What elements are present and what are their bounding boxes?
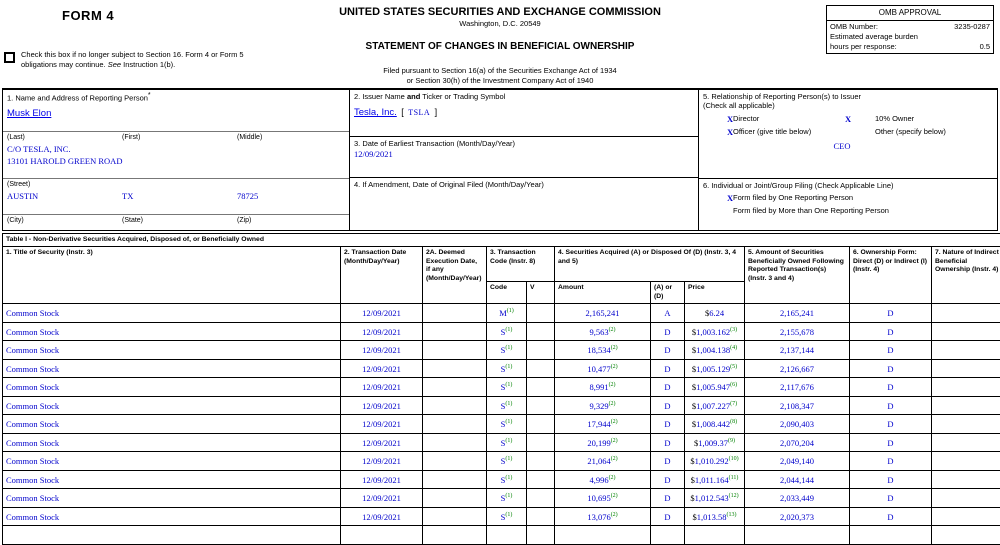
checkbox-text-1: Check this box if no longer subject to Section 16. Form 4 or Form 5 obligations may continue. xyxy=(21,50,244,69)
zip-label: (Zip) xyxy=(237,217,251,224)
cell-price: $1,007.227$^{(7)}$ xyxy=(685,396,745,415)
header-v: V xyxy=(527,282,555,304)
cell-v xyxy=(527,433,555,452)
relationship-row-1 xyxy=(703,114,993,124)
cell-a-or-d: D xyxy=(651,433,685,452)
city-label: (City) xyxy=(7,217,122,224)
cell-ownership-form: D xyxy=(850,415,932,434)
commission-title-block xyxy=(250,6,750,86)
cell-ownership-form: D xyxy=(850,489,932,508)
cell-amount: 4,996$^{(2)}$ xyxy=(555,470,651,489)
cell-security-title: Common Stock xyxy=(3,396,341,415)
issuer-section xyxy=(349,90,698,230)
cell-security-title: Common Stock xyxy=(3,452,341,471)
cell-security-title: Common Stock xyxy=(3,507,341,526)
filed-line-1: Filed pursuant to Section 16(a) of the Securities Exchange Act of 1934 xyxy=(250,66,750,76)
cell-a-or-d: D xyxy=(651,470,685,489)
cell-a-or-d: D xyxy=(651,359,685,378)
cell-amount: 13,076$^{(2)}$ xyxy=(555,507,651,526)
issuer-label-and: and xyxy=(407,92,420,101)
cell-deemed-date xyxy=(423,304,487,323)
zip-value: 78725 xyxy=(237,191,258,201)
cell-nature-indirect xyxy=(932,507,1000,526)
omb-hours-row xyxy=(827,41,993,53)
cell-ownership-form: D xyxy=(850,507,932,526)
last-label: (Last) xyxy=(7,134,122,141)
cell-amount: 2,165,241 xyxy=(555,304,651,323)
relationship-section xyxy=(698,90,997,230)
cell-a-or-d: D xyxy=(651,341,685,360)
header-transaction-code: 3. Transaction Code (Instr. 8) xyxy=(487,247,555,282)
header-securities-acquired-disposed: 4. Securities Acquired (A) or Disposed Of (D) (Instr. 3, 4 and 5) xyxy=(555,247,745,282)
reporting-person-label-text: 1. Name and Address of Reporting Person xyxy=(7,94,148,103)
filed-pursuant-text xyxy=(250,66,750,86)
address-line-1: C/O TESLA, INC. xyxy=(7,144,345,154)
omb-hours-value: 0.5 xyxy=(980,42,990,51)
table-row xyxy=(3,433,1000,452)
cell-amount: 18,534$^{(2)}$ xyxy=(555,341,651,360)
cell-owned-following: 2,044,144 xyxy=(745,470,850,489)
state-value: TX xyxy=(122,191,237,201)
cell-ownership-form: D xyxy=(850,378,932,397)
cell-transaction-code: $S^{(1)}$ xyxy=(487,396,527,415)
table-row xyxy=(3,304,1000,323)
cell-transaction-code: $S^{(1)}$ xyxy=(487,378,527,397)
cell-security-title: Common Stock xyxy=(3,322,341,341)
relationship-cell xyxy=(699,90,997,178)
cell-transaction-date: 12/09/2021 xyxy=(341,452,423,471)
cell-nature-indirect xyxy=(932,341,1000,360)
ticker-bracket-close: ] xyxy=(435,107,438,117)
cell-owned-following: 2,126,667 xyxy=(745,359,850,378)
cell-owned-following: 2,137,144 xyxy=(745,341,850,360)
cell-ownership-form: D xyxy=(850,396,932,415)
middle-label: (Middle) xyxy=(237,134,262,141)
header-nature-indirect: 7. Nature of Indirect Beneficial Ownership (Instr. 4) xyxy=(932,247,1000,304)
cell-ownership-form: D xyxy=(850,433,932,452)
filing-one-checkmark: X xyxy=(703,193,733,203)
cell-security-title: Common Stock xyxy=(3,304,341,323)
cell-transaction-code: $S^{(1)}$ xyxy=(487,341,527,360)
cell-transaction-date: 12/09/2021 xyxy=(341,359,423,378)
header-code: Code xyxy=(487,282,527,304)
cell-a-or-d: D xyxy=(651,396,685,415)
filing-one-row xyxy=(703,193,993,203)
reporting-person-section xyxy=(3,90,349,230)
cell-v xyxy=(527,470,555,489)
omb-number-row xyxy=(827,21,993,31)
table-row xyxy=(3,470,1000,489)
cell-a-or-d: D xyxy=(651,507,685,526)
ten-percent-owner-label: 10% Owner xyxy=(875,114,993,124)
issuer-label-1: 2. Issuer Name xyxy=(354,92,407,101)
cell-transaction-date: 12/09/2021 xyxy=(341,322,423,341)
filing-more-checkmark-empty xyxy=(703,206,733,215)
filing-more-row xyxy=(703,206,993,215)
address-line-2: 13101 HAROLD GREEN ROAD xyxy=(7,156,345,166)
cell-transaction-date: 12/09/2021 xyxy=(341,470,423,489)
header-ownership-form: 6. Ownership Form: Direct (D) or Indirect (I) (Instr. 4) xyxy=(850,247,932,304)
cell-nature-indirect xyxy=(932,415,1000,434)
cell-deemed-date xyxy=(423,359,487,378)
cell-security-title: Common Stock xyxy=(3,415,341,434)
checkbox-text-see: See xyxy=(108,60,121,69)
earliest-transaction-cell xyxy=(350,136,698,177)
cell-nature-indirect xyxy=(932,359,1000,378)
earliest-transaction-label: 3. Date of Earliest Transaction (Month/Day/Year) xyxy=(354,139,694,148)
table1-title: Table I - Non-Derivative Securities Acquired, Disposed of, or Beneficially Owned xyxy=(3,234,1000,247)
cell-security-title: Common Stock xyxy=(3,359,341,378)
reporting-person-city-cell xyxy=(3,178,349,214)
cell-ownership-form: D xyxy=(850,452,932,471)
cell-owned-following: 2,090,403 xyxy=(745,415,850,434)
cell-price: $1,009.37$^{(9)}$ xyxy=(685,433,745,452)
cell-v xyxy=(527,507,555,526)
filing-type-label: 6. Individual or Joint/Group Filing (Check Applicable Line) xyxy=(703,181,993,190)
cell-transaction-date: 12/09/2021 xyxy=(341,489,423,508)
cell-owned-following: 2,165,241 xyxy=(745,304,850,323)
table-row xyxy=(3,507,1000,526)
cell-transaction-code: $M^{(1)}$ xyxy=(487,304,527,323)
state-label: (State) xyxy=(122,217,237,224)
relationship-row-2 xyxy=(703,127,993,137)
cell-price: $1,011.164$^{(11)}$ xyxy=(685,470,745,489)
cell-ownership-form: D xyxy=(850,322,932,341)
cell-transaction-date: 12/09/2021 xyxy=(341,341,423,360)
cell-amount: 8,991$^{(2)}$ xyxy=(555,378,651,397)
cell-price: $1,012.543$^{(12)}$ xyxy=(685,489,745,508)
cell-amount: 9,563$^{(2)}$ xyxy=(555,322,651,341)
cell-deemed-date xyxy=(423,470,487,489)
cell-ownership-form: D xyxy=(850,359,932,378)
cell-v xyxy=(527,489,555,508)
cell-v xyxy=(527,322,555,341)
director-checkmark: X xyxy=(703,114,733,124)
cell-transaction-code: $S^{(1)}$ xyxy=(487,322,527,341)
cell-transaction-code: $S^{(1)}$ xyxy=(487,359,527,378)
cell-amount: 17,944$^{(2)}$ xyxy=(555,415,651,434)
cell-v xyxy=(527,452,555,471)
cell-price: $1,013.58$^{(13)}$ xyxy=(685,507,745,526)
omb-hours-label: hours per response: xyxy=(830,42,897,51)
cell-v xyxy=(527,415,555,434)
amendment-label: 4. If Amendment, Date of Original Filed (Month/Day/Year) xyxy=(354,180,694,189)
form-type-label: FORM 4 xyxy=(62,8,114,23)
cell-owned-following: 2,020,373 xyxy=(745,507,850,526)
amendment-cell xyxy=(350,177,698,230)
relationship-label-2: (Check all applicable) xyxy=(703,101,993,110)
omb-burden-label: Estimated average burden xyxy=(830,32,918,41)
issuer-name-link[interactable]: Tesla, Inc. xyxy=(354,107,397,118)
cell-transaction-code: $S^{(1)}$ xyxy=(487,489,527,508)
cell-amount: 9,329$^{(2)}$ xyxy=(555,396,651,415)
cell-security-title: Common Stock xyxy=(3,378,341,397)
cell-nature-indirect xyxy=(932,322,1000,341)
cell-deemed-date xyxy=(423,452,487,471)
cell-v xyxy=(527,396,555,415)
omb-number-label: OMB Number: xyxy=(830,22,878,31)
omb-number-value: 3235-0287 xyxy=(954,22,990,31)
other-label: Other (specify below) xyxy=(875,127,993,137)
cell-security-title: Common Stock xyxy=(3,341,341,360)
reporting-person-address-cell xyxy=(3,131,349,178)
ticker-symbol: TSLA xyxy=(408,108,430,117)
cell-nature-indirect xyxy=(932,433,1000,452)
officer-label: Officer (give title below) xyxy=(733,127,845,137)
header-transaction-date: 2. Transaction Date (Month/Day/Year) xyxy=(341,247,423,304)
street-label: (Street) xyxy=(7,181,345,188)
omb-burden-row xyxy=(827,31,993,41)
cell-transaction-code: $S^{(1)}$ xyxy=(487,452,527,471)
cell-transaction-date: 12/09/2021 xyxy=(341,378,423,397)
table-row xyxy=(3,452,1000,471)
cell-transaction-code: $S^{(1)}$ xyxy=(487,415,527,434)
cell-deemed-date xyxy=(423,489,487,508)
cell-owned-following: 2,155,678 xyxy=(745,322,850,341)
cell-amount: 10,695$^{(2)}$ xyxy=(555,489,651,508)
cell-security-title: Common Stock xyxy=(3,489,341,508)
cell-nature-indirect xyxy=(932,396,1000,415)
commission-location: Washington, D.C. 20549 xyxy=(250,19,750,28)
cell-nature-indirect xyxy=(932,378,1000,397)
filing-one-label: Form filed by One Reporting Person xyxy=(733,193,853,203)
commission-title: UNITED STATES SECURITIES AND EXCHANGE COMMISSION xyxy=(250,6,750,18)
cell-security-title: Common Stock xyxy=(3,470,341,489)
cell-a-or-d: D xyxy=(651,378,685,397)
table-row xyxy=(3,378,1000,397)
filing-more-label: Form filed by More than One Reporting Person xyxy=(733,206,889,215)
cell-price: $1,004.138$^{(4)}$ xyxy=(685,341,745,360)
cell-a-or-d: D xyxy=(651,489,685,508)
cell-transaction-date: 12/09/2021 xyxy=(341,433,423,452)
header-a-or-d: (A) or (D) xyxy=(651,282,685,304)
director-label: Director xyxy=(733,114,845,124)
earliest-transaction-date: 12/09/2021 xyxy=(354,149,694,159)
cell-ownership-form: D xyxy=(850,470,932,489)
section16-checkbox[interactable] xyxy=(4,52,15,63)
cell-security-title: Common Stock xyxy=(3,433,341,452)
cell-ownership-form: D xyxy=(850,341,932,360)
cell-amount: 21,064$^{(2)}$ xyxy=(555,452,651,471)
reporting-person-zip-labels-cell xyxy=(3,214,349,230)
cell-transaction-date: 12/09/2021 xyxy=(341,415,423,434)
city-state-zip-labels xyxy=(7,217,345,224)
table-row xyxy=(3,396,1000,415)
cell-v xyxy=(527,359,555,378)
ticker-bracket-open: [ xyxy=(401,107,404,117)
table-row xyxy=(3,415,1000,434)
issuer-label-2: Ticker or Trading Symbol xyxy=(420,92,505,101)
table-row xyxy=(3,359,1000,378)
header-title-of-security: 1. Title of Security (Instr. 3) xyxy=(3,247,341,304)
cell-amount: 20,199$^{(2)}$ xyxy=(555,433,651,452)
header-deemed-execution-date: 2A. Deemed Execution Date, if any (Month/Day/Year) xyxy=(423,247,487,304)
table1-non-derivative xyxy=(2,233,1000,545)
reporting-person-asterisk: * xyxy=(148,92,151,99)
cell-transaction-date: 12/09/2021 xyxy=(341,304,423,323)
omb-approval-box xyxy=(826,5,994,54)
section16-checkbox-label xyxy=(21,50,259,70)
cell-deemed-date xyxy=(423,341,487,360)
cell-transaction-date: 12/09/2021 xyxy=(341,396,423,415)
cell-nature-indirect xyxy=(932,304,1000,323)
cell-nature-indirect xyxy=(932,470,1000,489)
cell-transaction-code: $S^{(1)}$ xyxy=(487,470,527,489)
header-amount-owned: 5. Amount of Securities Beneficially Owned Following Reported Transaction(s) (Instr. 3 and 4) xyxy=(745,247,850,304)
cell-owned-following: 2,117,676 xyxy=(745,378,850,397)
header-amount: Amount xyxy=(555,282,651,304)
cell-deemed-date xyxy=(423,322,487,341)
other-checkmark-empty xyxy=(845,127,875,137)
table-row xyxy=(3,341,1000,360)
issuer-name-cell xyxy=(350,90,698,136)
officer-checkmark: X xyxy=(703,127,733,137)
cell-amount: 10,477$^{(2)}$ xyxy=(555,359,651,378)
omb-title: OMB APPROVAL xyxy=(827,6,993,21)
reporting-person-name-cell xyxy=(3,90,349,131)
cell-price: $1,005.129$^{(5)}$ xyxy=(685,359,745,378)
name-part-labels xyxy=(7,134,345,141)
ten-percent-owner-checkmark: X xyxy=(845,114,875,124)
table-row xyxy=(3,489,1000,508)
cell-nature-indirect xyxy=(932,452,1000,471)
cell-price: $6.24 xyxy=(685,304,745,323)
officer-title-value: CEO xyxy=(703,141,863,151)
cell-deemed-date xyxy=(423,433,487,452)
cell-a-or-d: D xyxy=(651,322,685,341)
first-label: (First) xyxy=(122,134,237,141)
header-price: Price xyxy=(685,282,745,304)
reporting-person-label xyxy=(7,92,345,103)
cell-v xyxy=(527,341,555,360)
issuer-label xyxy=(354,92,694,101)
cell-owned-following: 2,033,449 xyxy=(745,489,850,508)
cell-price: $1,008.442$^{(8)}$ xyxy=(685,415,745,434)
reporting-person-name-link[interactable]: Musk Elon xyxy=(7,108,51,119)
cell-nature-indirect xyxy=(932,489,1000,508)
relationship-label-1: 5. Relationship of Reporting Person(s) to Issuer xyxy=(703,92,993,101)
cell-deemed-date xyxy=(423,378,487,397)
city-state-zip-values xyxy=(7,191,345,201)
cell-v xyxy=(527,378,555,397)
cell-owned-following: 2,108,347 xyxy=(745,396,850,415)
cell-ownership-form: D xyxy=(850,304,932,323)
cell-a-or-d: D xyxy=(651,452,685,471)
cell-price: $1,003.162$^{(3)}$ xyxy=(685,322,745,341)
cell-a-or-d: A xyxy=(651,304,685,323)
cell-transaction-date: 12/09/2021 xyxy=(341,507,423,526)
statement-title: STATEMENT OF CHANGES IN BENEFICIAL OWNERSHIP xyxy=(250,41,750,52)
form-fields-grid xyxy=(2,88,998,231)
cell-transaction-code: $S^{(1)}$ xyxy=(487,507,527,526)
filed-line-2: or Section 30(h) of the Investment Company Act of 1940 xyxy=(250,76,750,86)
cell-deemed-date xyxy=(423,396,487,415)
cell-deemed-date xyxy=(423,415,487,434)
cell-price: $1,005.947$^{(6)}$ xyxy=(685,378,745,397)
cell-a-or-d: D xyxy=(651,415,685,434)
page-header xyxy=(0,0,1000,88)
table1-body xyxy=(3,304,1000,545)
cell-owned-following: 2,070,204 xyxy=(745,433,850,452)
city-value: AUSTIN xyxy=(7,191,122,201)
cell-price: $1,010.292$^{(10)}$ xyxy=(685,452,745,471)
checkbox-text-2: Instruction 1(b). xyxy=(121,60,175,69)
cell-transaction-code: $S^{(1)}$ xyxy=(487,433,527,452)
filing-type-cell xyxy=(699,178,997,230)
cell-v xyxy=(527,304,555,323)
cell-owned-following: 2,049,140 xyxy=(745,452,850,471)
table-row xyxy=(3,322,1000,341)
cell-deemed-date xyxy=(423,507,487,526)
